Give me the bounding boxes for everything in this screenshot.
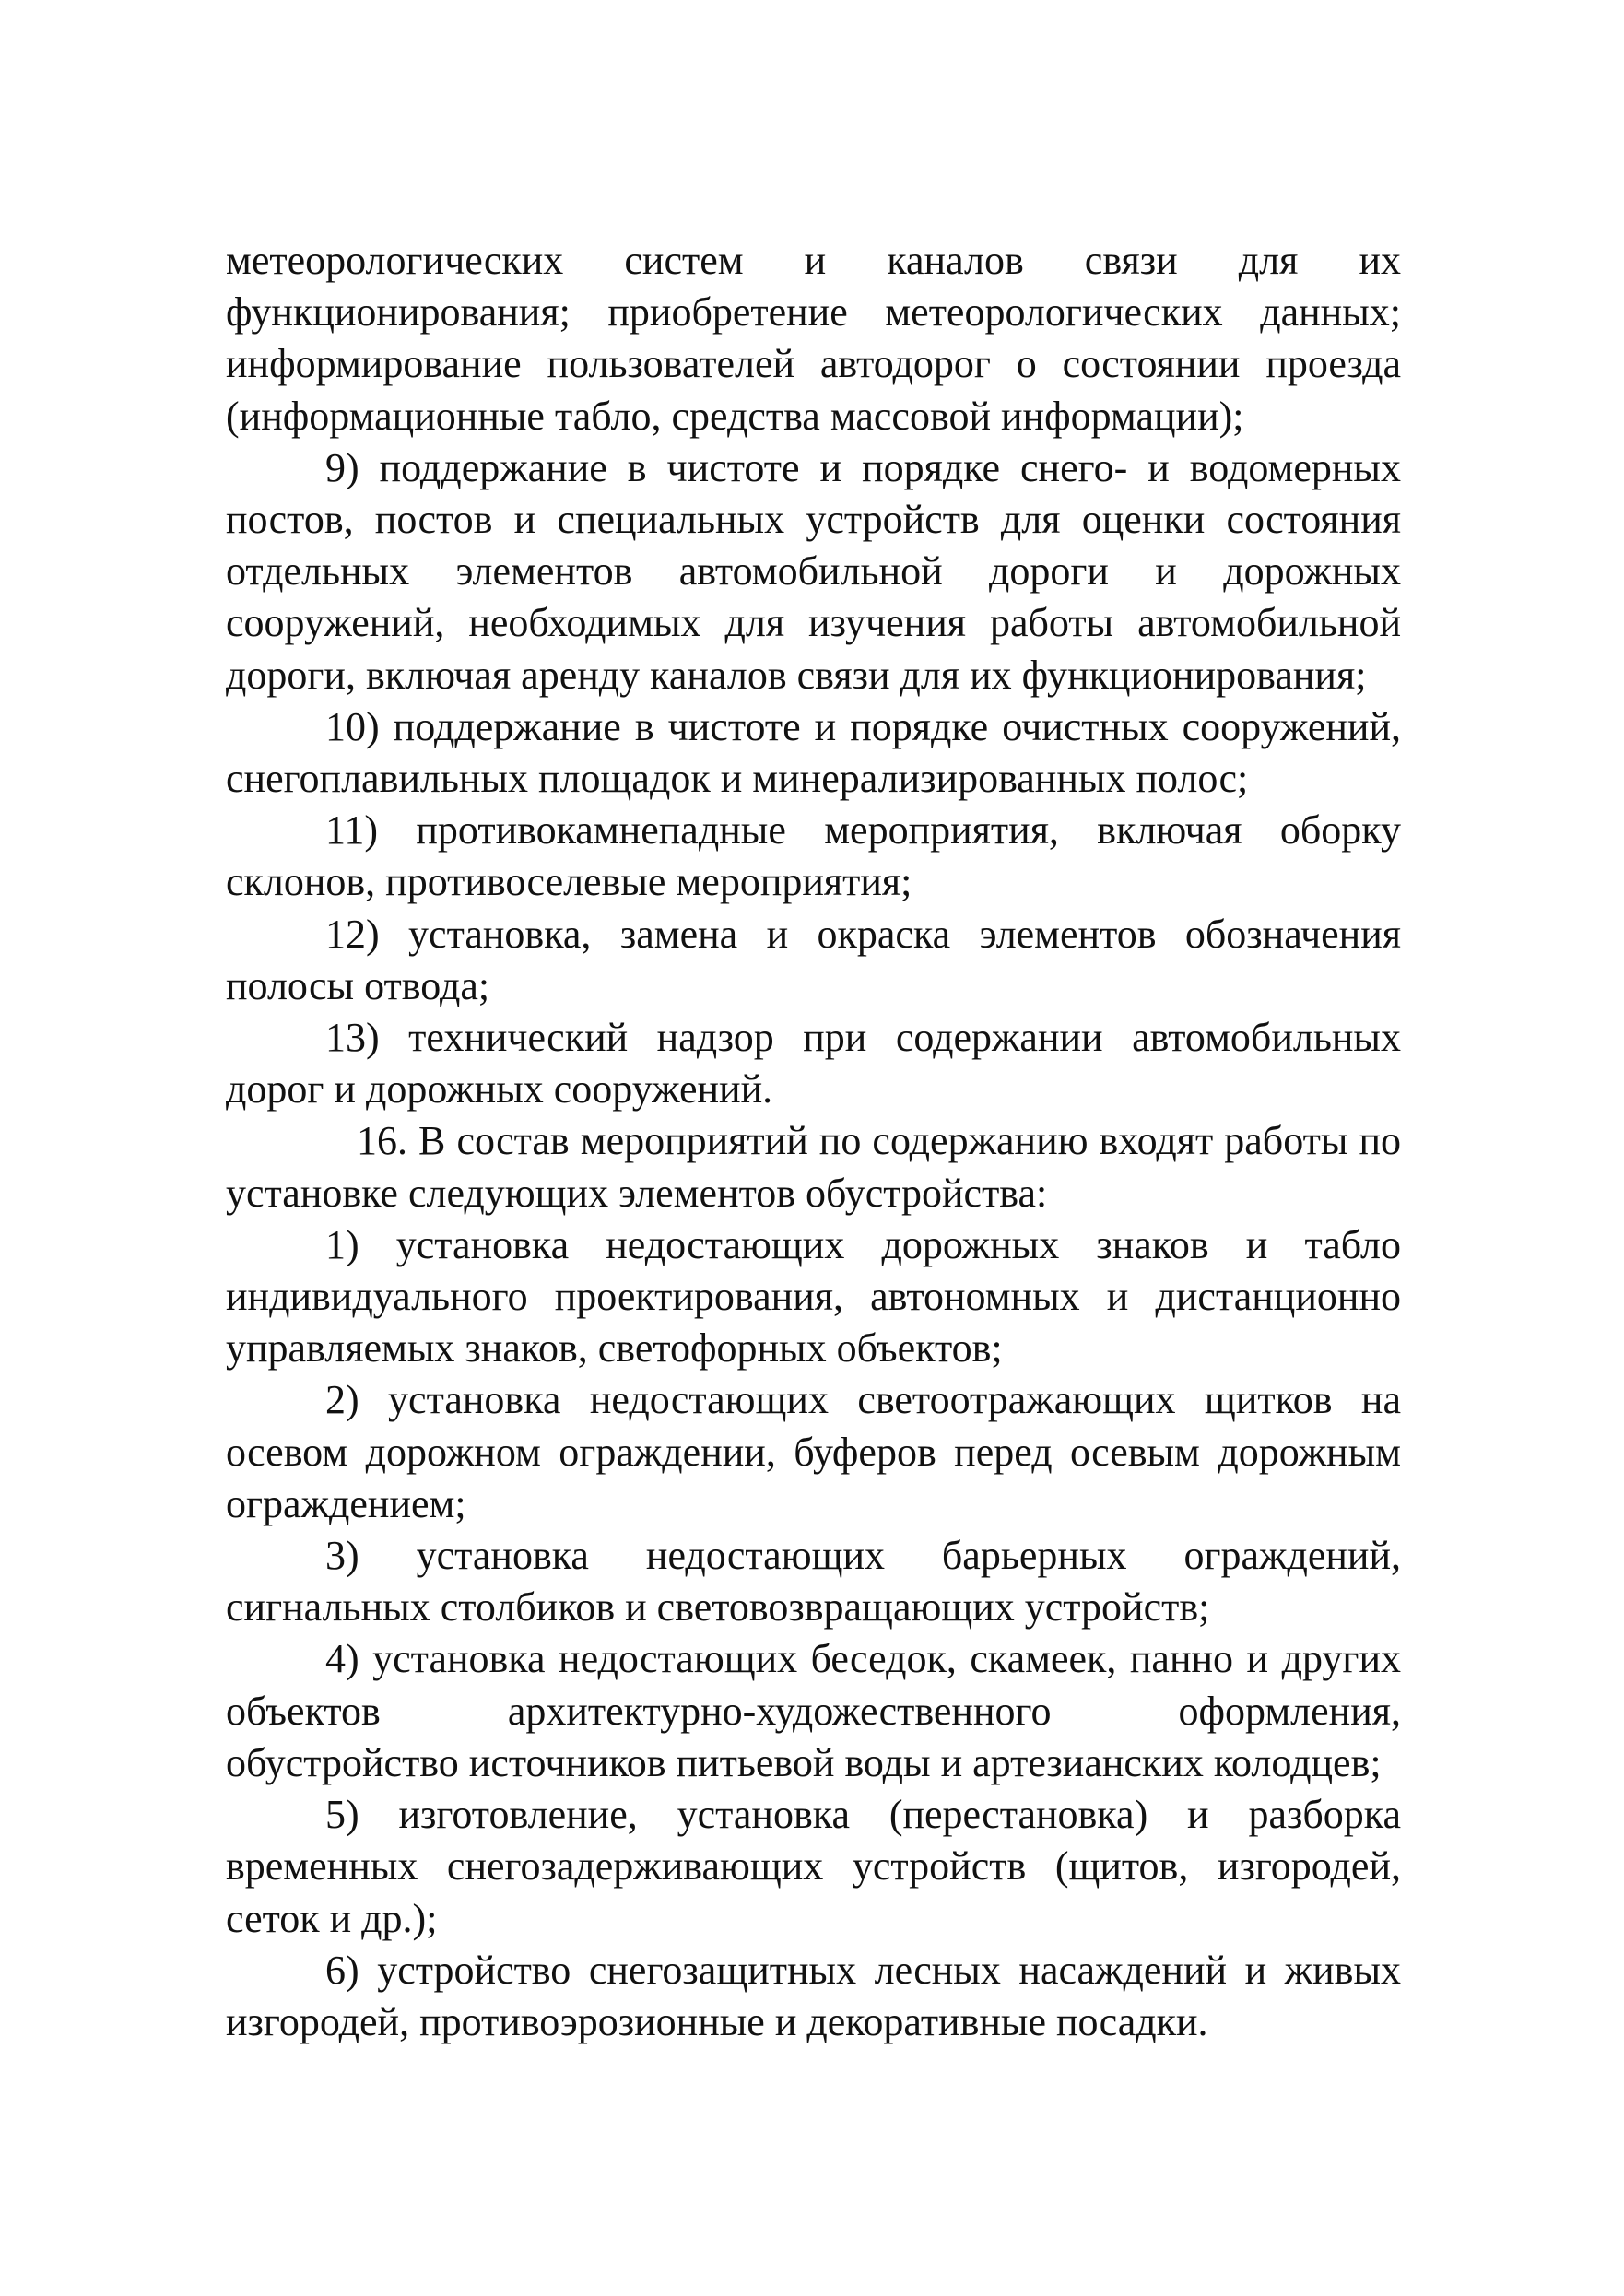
list-item-2: 2) установка недостающих светоотражающих щитков на осевом дорожном ограждении, буферов перед осевым дорожным ограждением; (226, 1377, 1401, 1526)
list-item-10: 10) поддержание в чистоте и порядке очистных сооружений, снегоплавильных площадок и минерализированных полос; (226, 703, 1401, 802)
list-item-9: 9) поддержание в чистоте и порядке снего- и водомерных постов, постов и специальных устройств для оценки состояния отдельных элементов автомобильной дороги и дорожных сооружений, необходимых для изучения работы автомобильной дороги, включая аренду каналов связи для их функционирования; (226, 444, 1401, 698)
section-16-paragraph: 16. В состав мероприятий по содержанию входят работы по установке следующих элементов обустройства: (226, 1118, 1401, 1216)
list-item-12: 12) установка, замена и окраска элементов обозначения полосы отвода; (226, 911, 1401, 1008)
document-body (226, 235, 1401, 2048)
list-item-6: 6) устройство снегозащитных лесных насаждений и живых изгородей, противоэрозионные и декоративные посадки. (226, 1947, 1401, 2044)
list-item-13: 13) технический надзор при содержании автомобильных дорог и дорожных сооружений. (226, 1015, 1401, 1113)
list-item-3: 3) установка недостающих барьерных ограждений, сигнальных столбиков и световозвращающих устройств; (226, 1533, 1401, 1631)
list-item-4: 4) установка недостающих беседок, скамеек, панно и других объектов архитектурно-художественного оформления, обустройство источников питьевой воды и артезианских колодцев; (226, 1636, 1401, 1785)
paragraph-continuation: метеорологических систем и каналов связи для их функционирования; приобретение метеорологических данных; информирование пользователей автодорог о состоянии проезда (информационные табло, средства массовой информации); (226, 238, 1401, 439)
list-item-1: 1) установка недостающих дорожных знаков и табло индивидуального проектирования, автономных и дистанционно управляемых знаков, светофорных объектов; (226, 1221, 1401, 1372)
list-item-11: 11) противокамнепадные мероприятия, включая оборку склонов, противоселевые мероприятия; (226, 807, 1401, 905)
list-item-5: 5) изготовление, установка (перестановка) и разборка временных снегозадерживающих устройств (щитов, изгородей, сеток и др.); (226, 1792, 1401, 1941)
